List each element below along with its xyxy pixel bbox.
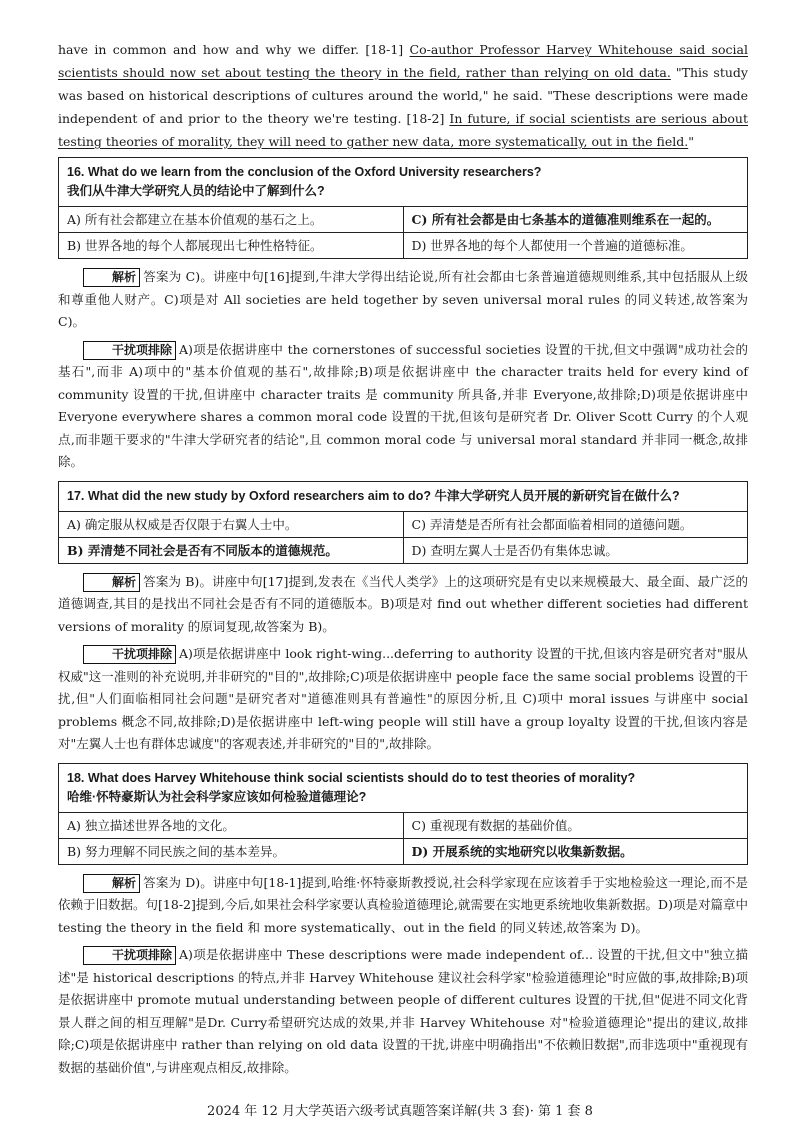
question-16-stem — [59, 158, 748, 207]
question-16-stem-en: 16. What do we learn from the conclusion of the Oxford University researchers? — [67, 165, 542, 179]
passage-text-1: have in common and how and why we differ. — [58, 42, 366, 57]
question-18-stem-en: 18. What does Harvey Whitehouse think social scientists should do to test theories of morality? — [67, 770, 636, 785]
question-18-option-c: C) 重视现有数据的基础价值。 — [403, 812, 748, 838]
passage-excerpt — [58, 38, 748, 153]
question-18-option-d: D) 开展系统的实地研究以收集新数据。 — [403, 838, 748, 864]
question-17-option-b: B) 弄清楚不同社会是否有不同版本的道德规范。 — [59, 537, 404, 563]
question-18-stem-zh: 哈维·怀特豪斯认为社会科学家应该如何检验道德理论? — [67, 789, 367, 804]
question-16-analysis — [58, 266, 748, 334]
question-18-option-b: B) 努力理解不同民族之间的基本差异。 — [59, 838, 404, 864]
passage-text-3: " — [688, 134, 694, 149]
distractor-text: A)项是依据讲座中 These descriptions were made independent of... 设置的干扰,但文中"独立描述"是 historical descriptions 的特点,并非 Harvey Whitehouse 建议社会科学家"检验道德理论"时应做的事,故排除;B)项是依据讲座中 promote mutual understanding between people of different cultures 设置的干扰,但"促进不同文化背景人群之间的相互理解"是Dr. Curry希望研究达成的效果,并非 Harvey Whitehouse 对"检验道德理论"提出的建议,故排除;C)项是依据讲座中 rather than relying on old data 设置的干扰,讲座中明确指出"不依赖旧数据",而非选项中"重视现有数据的基础价值",与讲座观点相反,故排除。 — [58, 947, 748, 1075]
analysis-text: 答案为 B)。讲座中句[17]提到,发表在《当代人类学》上的这项研究是有史以来规模最大、最全面、最广泛的道德调查,其目的是找出不同社会是否有不同的道德版本。B)项是对 find out whether different societies had different versions of morality 的原词复现,故答案为 B)。 — [58, 573, 748, 634]
question-18-table — [58, 763, 748, 865]
question-17-distractors — [58, 643, 748, 756]
question-16-option-b: B) 世界各地的每个人都展现出七种性格特征。 — [59, 233, 404, 259]
distractor-label: 干扰项排除 — [83, 645, 176, 664]
question-17-table — [58, 481, 748, 564]
question-16-stem-zh: 我们从牛津大学研究人员的结论中了解到什么? — [67, 184, 325, 198]
question-16-option-d: D) 世界各地的每个人都使用一个普遍的道德标准。 — [403, 233, 748, 259]
sentence-marker-18-1: [18-1] — [365, 42, 404, 57]
passage-text-2: "This study was based on historical descriptions of cultures around the world," he said. "These descriptions were made independent of and prior to the theory we're testing. — [58, 65, 748, 126]
question-17-option-c: C) 弄清楚是否所有社会都面临着相同的道德问题。 — [403, 511, 748, 537]
underlined-sentence-18-2: In future, if social scientists are serious about testing theories of morality, they will need to gather new data, more systematically, out in the field. — [58, 111, 749, 149]
question-17-analysis — [58, 571, 748, 639]
question-16-table — [58, 157, 748, 259]
distractor-label: 干扰项排除 — [83, 946, 176, 965]
sentence-marker-18-2: [18-2] — [406, 111, 445, 126]
question-17-option-a: A) 确定服从权威是否仅限于右翼人士中。 — [59, 511, 404, 537]
question-16-option-c: C) 所有社会都是由七条基本的道德准则维系在一起的。 — [403, 207, 748, 233]
question-17-option-d: D) 查明左翼人士是否仍有集体忠诚。 — [403, 537, 748, 563]
question-18-option-a: A) 独立描述世界各地的文化。 — [59, 812, 404, 838]
question-16-option-a: A) 所有社会都建立在基本价值观的基石之上。 — [59, 207, 404, 233]
distractor-text: A)项是依据讲座中 look right-wing...deferring to authority 设置的干扰,但该内容是研究者对"服从权威"这一准则的补充说明,并非研究的"目的",故排除;C)项是依据讲座中 people face the same social problems 设置的干扰,但"人们面临相同社会问题"是研究者对"道德准则具有普遍性"的原因分析,且 C)项中 moral issues 与讲座中 social problems 概念不同,故排除;D)是依据讲座中 left-wing people will still have a group loyalty 设置的干扰,但该内容是对"左翼人士也有群体忠诚度"的客观表述,并非研究的"目的",故排除。 — [58, 646, 748, 751]
analysis-label: 解析 — [83, 573, 140, 592]
underlined-sentence-18-1: Co-author Professor Harvey Whitehouse said social scientists should now set about testing the theory in the field, rather than relying on old data. — [58, 42, 748, 80]
question-16-distractors — [58, 339, 748, 474]
analysis-text: 答案为 C)。讲座中句[16]提到,牛津大学得出结论说,所有社会都由七条普遍道德规则维系,其中包括服从上级和尊重他人财产。C)项是对 All societies are held together by seven universal moral rules 的同义转述,故答案为 C)。 — [58, 269, 748, 329]
page-footer: 2024 年 12 月大学英语六级考试真题答案详解(共 3 套)· 第 1 套 8 — [207, 1104, 593, 1119]
question-18-analysis — [58, 872, 748, 940]
question-17-stem: 17. What did the new study by Oxford researchers aim to do? 牛津大学研究人员开展的新研究旨在做什么? — [59, 481, 748, 511]
analysis-label: 解析 — [83, 874, 140, 893]
analysis-text: 答案为 D)。讲座中句[18-1]提到,哈维·怀特豪斯教授说,社会科学家现在应该着手于实地检验这一理论,而不是依赖于旧数据。句[18-2]提到,今后,如果社会科学家要认真检验道德理论,就需要在实地更系统地收集新数据。D)项是对篇章中 testing the theory in the field 和 more systematically、out in the field 的同义转述,故答案为 D)。 — [58, 874, 748, 935]
question-18-stem — [59, 763, 748, 812]
analysis-label: 解析 — [83, 268, 140, 287]
distractor-label: 干扰项排除 — [83, 341, 176, 360]
distractor-text: A)项是依据讲座中 the cornerstones of successful societies 设置的干扰,但文中强调"成功社会的基石",而非 A)项中的"基本价值观的基石",故排除;B)项是依据讲座中 the character traits held for every kind of community 设置的干扰,但讲座中 character traits 是 community 所具备,并非 Everyone,故排除;D)项是依据讲座中 Everyone everywhere shares a common moral code 设置的干扰,但该句是研究者 Dr. Oliver Scott Curry 的个人观点,而非题干要求的"牛津大学研究者的结论",且 common moral code 与 universal moral standard 并非同一概念,故排除。 — [58, 341, 748, 469]
question-18-distractors — [58, 944, 748, 1079]
